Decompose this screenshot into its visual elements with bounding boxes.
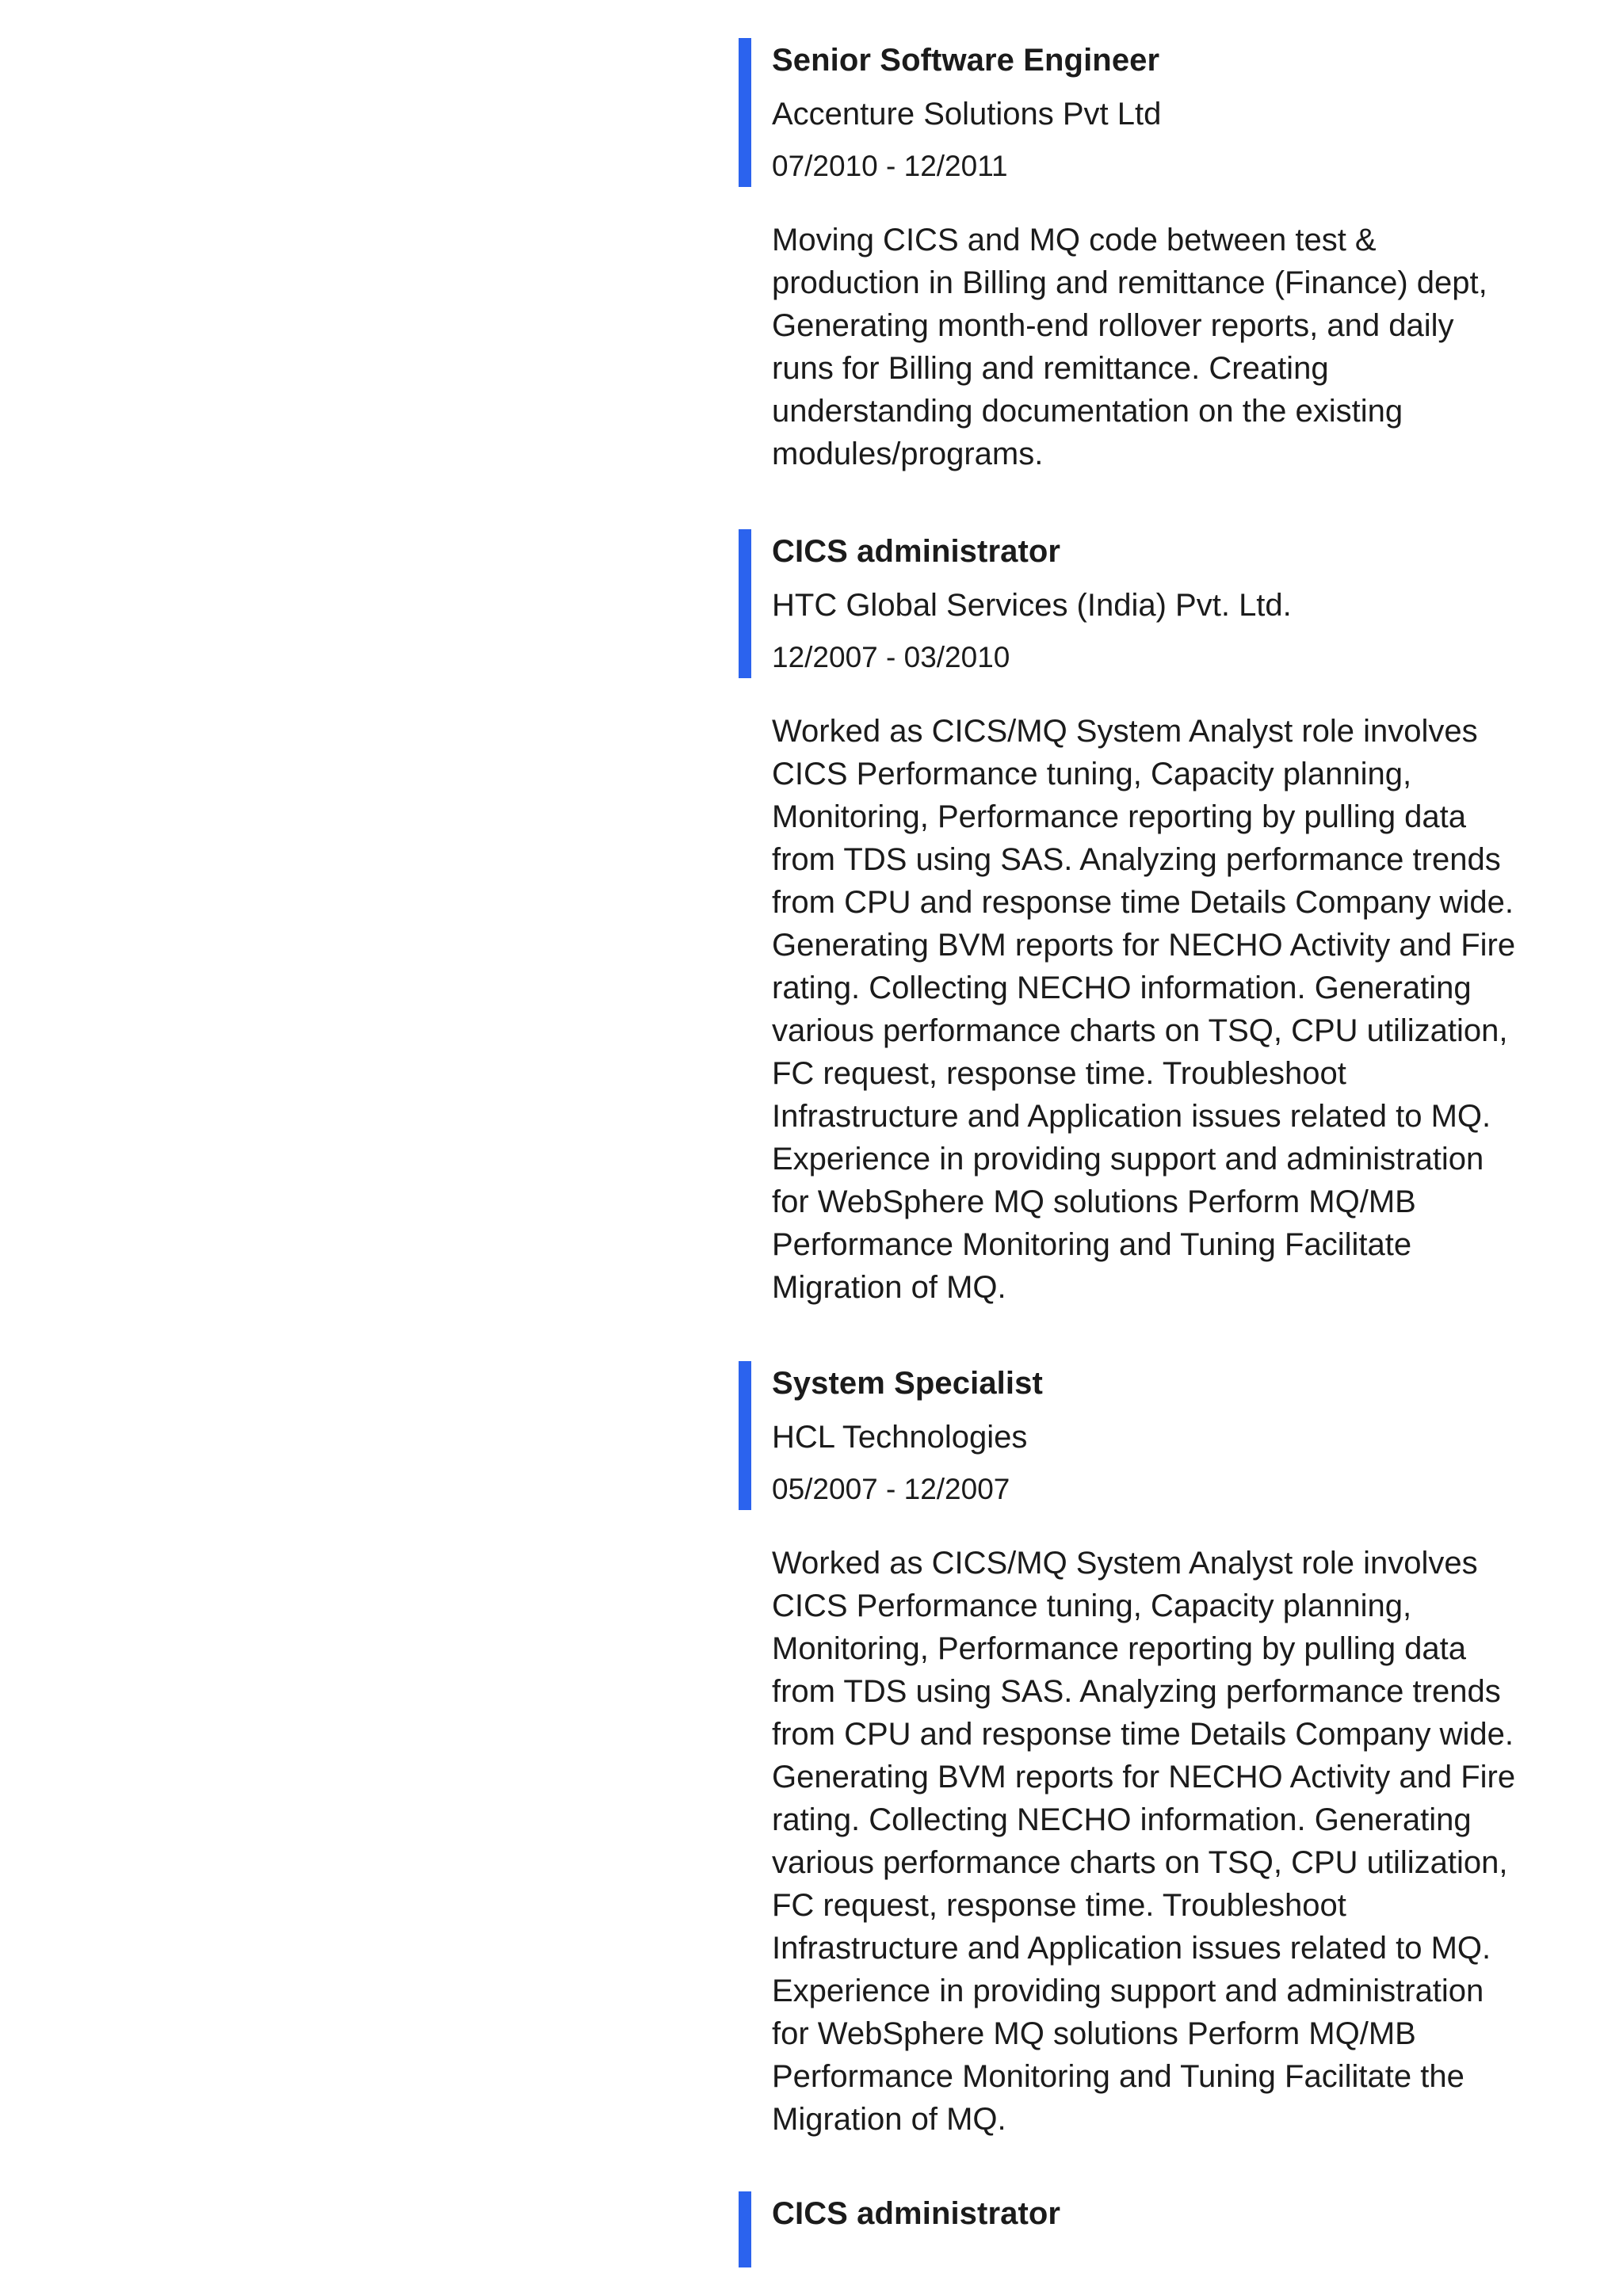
company-name: HCL Technologies [772,1420,1028,1455]
description-line: Monitoring, Performance reporting by pulling data [772,1631,1467,1666]
description-line: understanding documentation on the existing [772,394,1403,429]
description-line: from TDS using SAS. Analyzing performance trends [772,842,1501,877]
experience-entry [739,529,1594,1309]
job-description [739,1542,1596,2141]
employment-dates: 05/2007 - 12/2007 [772,1473,1010,1505]
description-line: from TDS using SAS. Analyzing performance trends [772,1674,1501,1709]
job-title: System Specialist [772,1366,1043,1401]
experience-entry-header [739,529,1594,678]
experience-entry-header [739,1361,1594,1510]
description-line: Performance Monitoring and Tuning Facilitate [772,1227,1412,1262]
description-line: FC request, response time. Troubleshoot [772,1056,1346,1091]
job-title: CICS administrator [772,2196,1061,2231]
experience-entry [739,1361,1594,2141]
description-line: various performance charts on TSQ, CPU utilization, [772,1013,1508,1048]
description-line: for WebSphere MQ solutions Perform MQ/MB [772,1184,1416,1219]
description-line: rating. Collecting NECHO information. Generating [772,971,1472,1005]
description-line: rating. Collecting NECHO information. Generating [772,1802,1472,1837]
description-line: Migration of MQ. [772,2102,1006,2137]
description-line: Infrastructure and Application issues related to MQ. [772,1931,1491,1966]
experience-entry-header [739,2191,1594,2267]
description-line: Generating BVM reports for NECHO Activity and Fire [772,1760,1516,1794]
description-line: Infrastructure and Application issues related to MQ. [772,1099,1491,1134]
description-line: runs for Billing and remittance. Creating [772,351,1329,386]
description-line: for WebSphere MQ solutions Perform MQ/MB [772,2016,1416,2051]
description-line: Monitoring, Performance reporting by pulling data [772,799,1467,834]
description-line: Worked as CICS/MQ System Analyst role involves [772,714,1478,749]
description-line: Migration of MQ. [772,1270,1006,1305]
company-name: Accenture Solutions Pvt Ltd [772,97,1162,132]
description-line: Generating month-end rollover reports, and daily [772,308,1454,343]
description-line: modules/programs. [772,437,1044,471]
job-title: Senior Software Engineer [772,43,1160,78]
accent-bar [739,2191,751,2267]
description-line: Generating BVM reports for NECHO Activity and Fire [772,928,1516,963]
experience-entry [739,2191,1594,2267]
experience-entry [739,38,1594,475]
description-line: Experience in providing support and administration [772,1142,1484,1177]
employment-dates: 12/2007 - 03/2010 [772,641,1010,673]
description-line: FC request, response time. Troubleshoot [772,1888,1346,1923]
description-line: Experience in providing support and administration [772,1974,1484,2008]
description-line: CICS Performance tuning, Capacity planning, [772,1589,1412,1623]
description-line: Performance Monitoring and Tuning Facilitate the [772,2059,1465,2094]
description-line: various performance charts on TSQ, CPU utilization, [772,1845,1508,1880]
accent-bar [739,529,751,678]
description-line: Worked as CICS/MQ System Analyst role involves [772,1546,1478,1581]
description-line: Moving CICS and MQ code between test & [772,223,1377,257]
accent-bar [739,38,751,187]
description-line: production in Billing and remittance (Finance) dept, [772,265,1487,300]
job-title: CICS administrator [772,534,1061,569]
job-description [739,219,1596,475]
company-name: HTC Global Services (India) Pvt. Ltd. [772,588,1292,623]
job-description [739,710,1596,1309]
description-line: from CPU and response time Details Company wide. [772,885,1514,920]
description-line: CICS Performance tuning, Capacity planning, [772,757,1412,791]
experience-entry-header [739,38,1594,187]
description-line: from CPU and response time Details Company wide. [772,1717,1514,1752]
accent-bar [739,1361,751,1510]
employment-dates: 07/2010 - 12/2011 [772,150,1008,182]
